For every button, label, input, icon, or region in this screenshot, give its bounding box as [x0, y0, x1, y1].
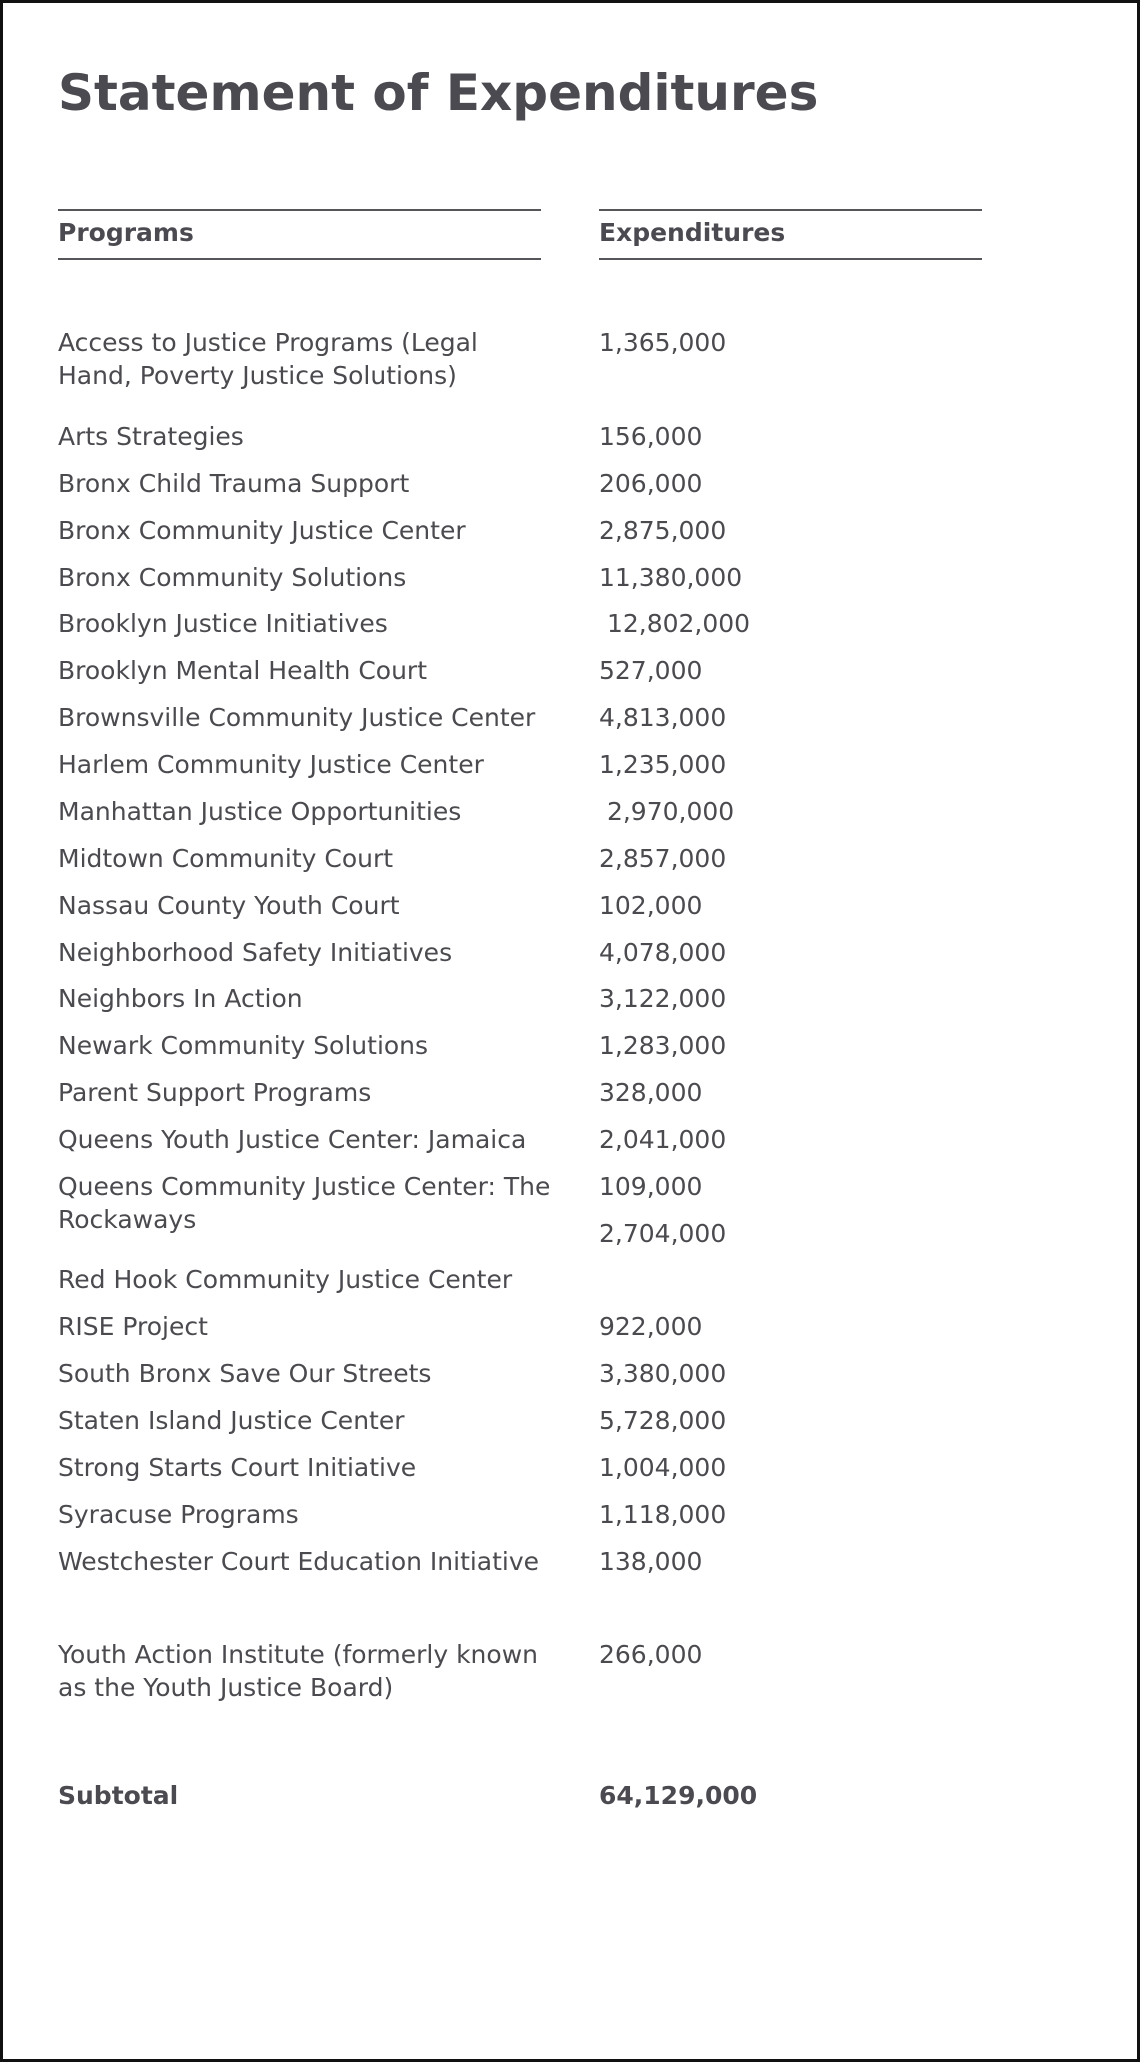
program-amount: 12,802,000	[599, 609, 751, 638]
program-name: Westchester Court Education Initiative	[58, 1547, 540, 1576]
program-amount: 4,078,000	[599, 938, 727, 967]
program-amount: 2,875,000	[599, 516, 727, 545]
subtotal-amount: 64,129,000	[599, 1781, 758, 1810]
program-amount: 3,380,000	[599, 1359, 727, 1388]
expenditures-column-header: Expenditures	[599, 218, 786, 247]
program-amount: 266,000	[599, 1640, 703, 1669]
program-name: Brownsville Community Justice Center	[58, 703, 536, 732]
program-name: RISE Project	[58, 1312, 208, 1341]
programs-column-header: Programs	[58, 218, 194, 247]
program-name: Newark Community Solutions	[58, 1031, 429, 1060]
program-amount: 328,000	[599, 1078, 703, 1107]
program-name: Strong Starts Court Initiative	[58, 1453, 417, 1482]
programs-header-bottom-rule	[58, 258, 541, 260]
program-amount: 5,728,000	[599, 1406, 727, 1435]
subtotal-label: Subtotal	[58, 1781, 179, 1810]
program-name: Harlem Community Justice Center	[58, 750, 484, 779]
program-amount: 2,704,000	[599, 1219, 727, 1248]
expenditures-header-bottom-rule	[599, 258, 982, 260]
program-amount: 1,004,000	[599, 1453, 727, 1482]
program-name: Brooklyn Mental Health Court	[58, 656, 428, 685]
program-amount: 922,000	[599, 1312, 703, 1341]
program-amount: 1,118,000	[599, 1500, 727, 1529]
program-name: Midtown Community Court	[58, 844, 394, 873]
program-amount: 4,813,000	[599, 703, 727, 732]
page-title: Statement of Expenditures	[58, 64, 819, 122]
program-name: Queens Community Justice Center: The Rockaways	[58, 1172, 551, 1234]
program-amount: 527,000	[599, 656, 703, 685]
program-name: Neighbors In Action	[58, 984, 303, 1013]
expenditures-header-top-rule	[599, 209, 982, 211]
program-amount: 2,857,000	[599, 844, 727, 873]
program-amount: 102,000	[599, 891, 703, 920]
program-name: South Bronx Save Our Streets	[58, 1359, 432, 1388]
program-name: Nassau County Youth Court	[58, 891, 400, 920]
program-name: Queens Youth Justice Center: Jamaica	[58, 1125, 527, 1154]
program-amount: 2,970,000	[599, 797, 735, 826]
program-amount: 138,000	[599, 1547, 703, 1576]
program-amount: 11,380,000	[599, 563, 743, 592]
program-name: Bronx Community Solutions	[58, 563, 407, 592]
program-name: Bronx Child Trauma Support	[58, 469, 410, 498]
program-amount: 1,283,000	[599, 1031, 727, 1060]
program-name: Neighborhood Safety Initiatives	[58, 938, 453, 967]
program-amount: 3,122,000	[599, 984, 727, 1013]
program-name: Red Hook Community Justice Center	[58, 1265, 513, 1294]
program-name: Manhattan Justice Opportunities	[58, 797, 462, 826]
program-amount: 109,000	[599, 1172, 703, 1201]
program-name: Brooklyn Justice Initiatives	[58, 609, 388, 638]
program-amount: 206,000	[599, 469, 703, 498]
program-name: Arts Strategies	[58, 422, 244, 451]
program-amount: 156,000	[599, 422, 703, 451]
program-name: Syracuse Programs	[58, 1500, 299, 1529]
program-name: Access to Justice Programs (Legal Hand, Poverty Justice Solutions)	[58, 328, 478, 390]
program-amount: 1,235,000	[599, 750, 727, 779]
program-name: Parent Support Programs	[58, 1078, 372, 1107]
program-amount: 2,041,000	[599, 1125, 727, 1154]
programs-header-top-rule	[58, 209, 541, 211]
program-amount: 1,365,000	[599, 328, 727, 357]
program-name: Staten Island Justice Center	[58, 1406, 405, 1435]
program-name: Bronx Community Justice Center	[58, 516, 466, 545]
program-name: Youth Action Institute (formerly known as the Youth Justice Board)	[58, 1640, 538, 1702]
